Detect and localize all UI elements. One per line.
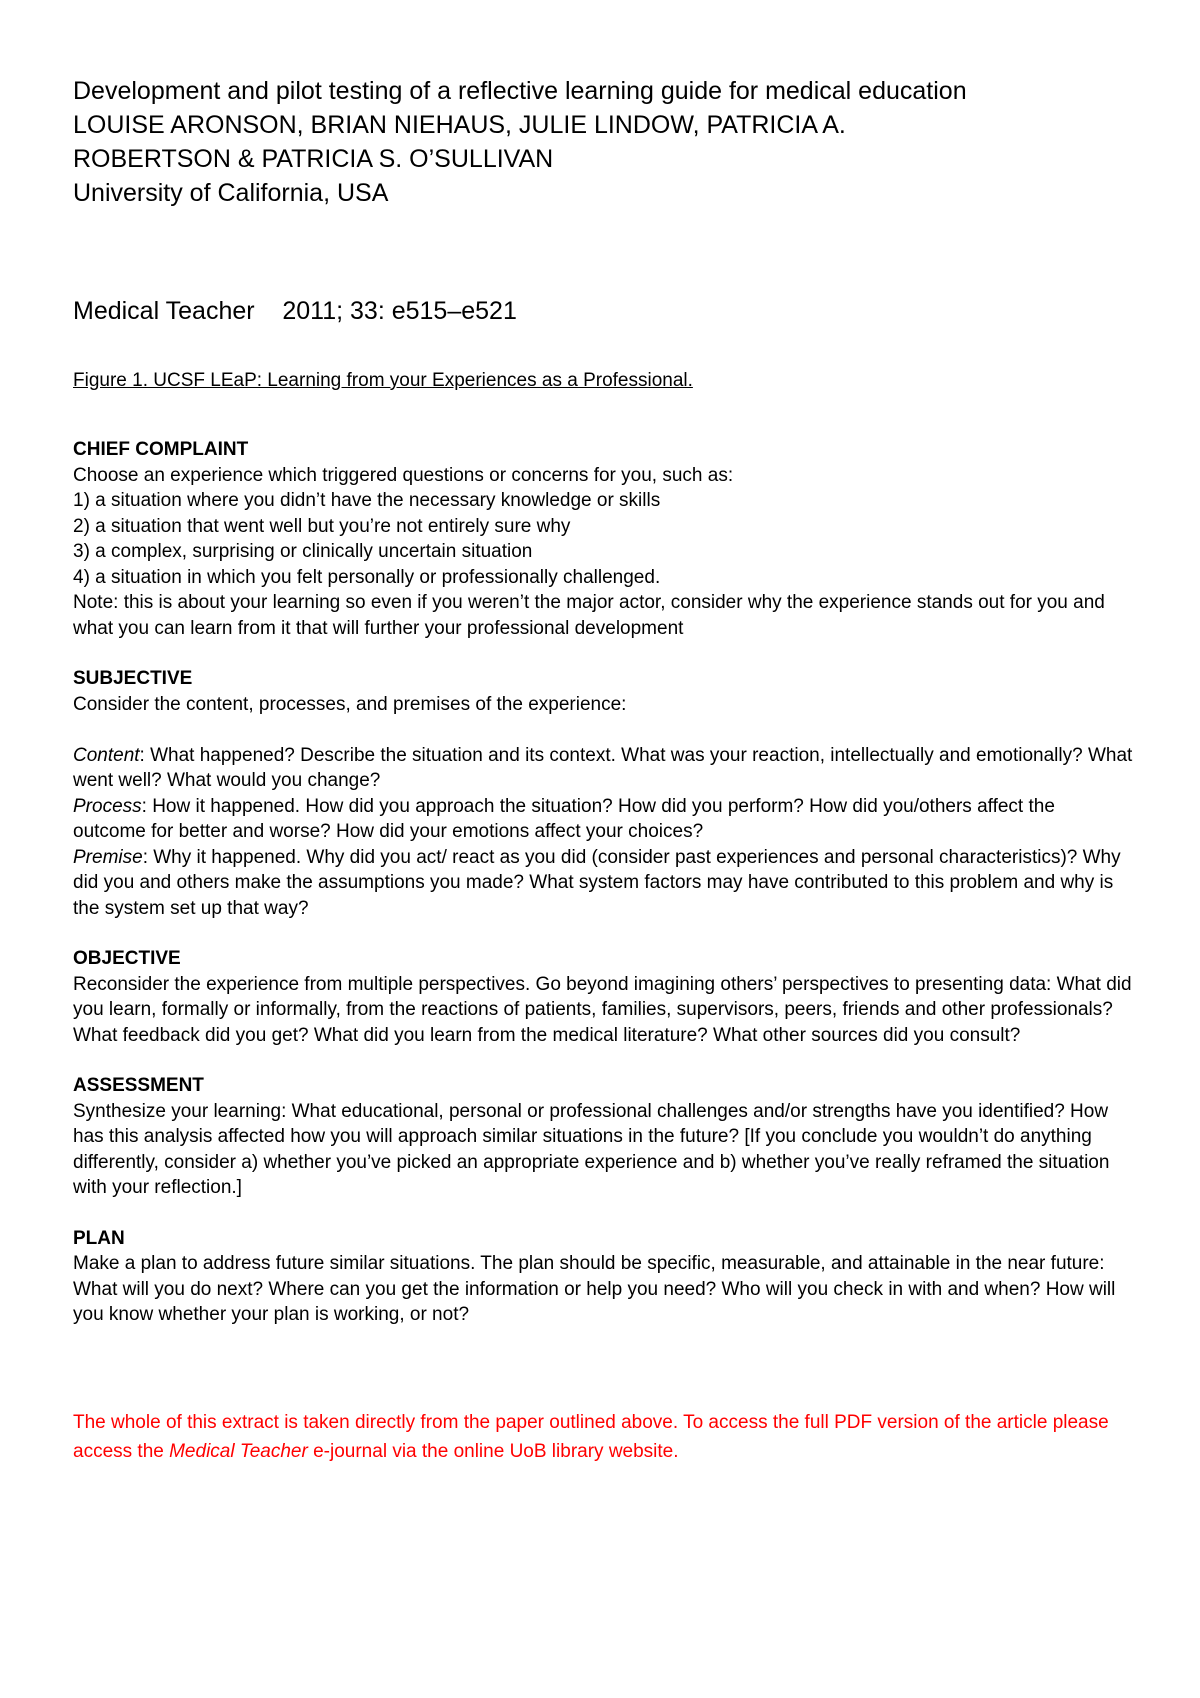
- figure-caption: Figure 1. UCSF LEaP: Learning from your Experiences as a Professional.: [73, 370, 693, 391]
- access-notice: [73, 1408, 1133, 1466]
- process-text: : How it happened. How did you approach the situation? How did you perform? How did you/others affect the outcome for better and worse? How did your emotions affect your choices?: [73, 795, 1055, 842]
- section-chief-complaint: [73, 437, 1133, 641]
- affiliation: University of California, USA: [73, 179, 389, 207]
- content-text: : What happened? Describe the situation and its context. What was your reaction, intellectually and emotionally? What went well? What would you change?: [73, 744, 1133, 791]
- section-text: Synthesize your learning: What educational, personal or professional challenges and/or strengths have you identified? How has this analysis affected how you will approach similar situations in the future? [If you conclude you wouldn’t do anything differently, consider a) whether you’ve picked an appropriate experience and b) whether you’ve really reframed the situation with your reflection.]: [73, 1100, 1110, 1198]
- section-plan: [73, 1226, 1133, 1328]
- section-heading: OBJECTIVE: [73, 948, 181, 969]
- section-note: Note: this is about your learning so even if you weren’t the major actor, consider why the experience stands out for you and what you can learn from it that will further your professional development: [73, 592, 1105, 639]
- document-page: [73, 74, 1133, 1466]
- article-title: Development and pilot testing of a reflective learning guide for medical education: [73, 77, 967, 105]
- journal-citation: Medical Teacher 2011; 33: e515–e521: [73, 297, 517, 325]
- section-intro: Consider the content, processes, and premises of the experience:: [73, 693, 627, 715]
- section-intro: Choose an experience which triggered questions or concerns for you, such as:: [73, 464, 734, 486]
- section-heading: SUBJECTIVE: [73, 668, 193, 689]
- reflection-guide: [73, 437, 1133, 1328]
- document-header: [73, 74, 1133, 210]
- notice-text-part-1: The whole of this extract is taken directly from the paper outlined above. To access the full PDF version of the article please access the: [73, 1411, 1109, 1462]
- section-text: Make a plan to address future similar situations. The plan should be specific, measurable, and attainable in the near future: What will you do next? Where can you get the information or help you need? Who will you check in with and when? How will you know whether your plan is working, or not?: [73, 1253, 1116, 1325]
- list-item: 2) a situation that went well but you’re not entirely sure why: [73, 515, 571, 537]
- subjective-content: [73, 743, 1133, 794]
- list-item: 3) a complex, surprising or clinically uncertain situation: [73, 541, 533, 562]
- journal-name: Medical Teacher: [169, 1440, 308, 1462]
- authors-line-1: LOUISE ARONSON, BRIAN NIEHAUS, JULIE LINDOW, PATRICIA A.: [73, 111, 846, 139]
- subjective-process: [73, 794, 1133, 845]
- subjective-premise: [73, 845, 1133, 922]
- premise-text: : Why it happened. Why did you act/ react as you did (consider past experiences and personal characteristics)? Why did you and others make the assumptions you made? What system factors may have contributed to this problem and why is the system set up that way?: [73, 846, 1121, 919]
- section-text: Reconsider the experience from multiple perspectives. Go beyond imagining others’ perspectives to presenting data: What did you learn, formally or informally, from the reactions of patients, families, supervisors, peers, friends and other professionals? What feedback did you get? What did you learn from the medical literature? What other sources did you consult?: [73, 973, 1132, 1046]
- blank-line: [73, 717, 1133, 743]
- authors-line-2: ROBERTSON & PATRICIA S. O’SULLIVAN: [73, 145, 554, 173]
- section-assessment: [73, 1073, 1133, 1201]
- premise-label: Premise: [73, 846, 143, 868]
- section-heading: PLAN: [73, 1227, 125, 1249]
- section-heading: ASSESSMENT: [73, 1075, 204, 1096]
- content-label: Content: [73, 744, 140, 766]
- section-subjective: [73, 666, 1133, 921]
- section-objective: [73, 946, 1133, 1048]
- section-heading: CHIEF COMPLAINT: [73, 439, 249, 460]
- list-item: 1) a situation where you didn’t have the necessary knowledge or skills: [73, 490, 661, 511]
- list-item: 4) a situation in which you felt personally or professionally challenged.: [73, 566, 661, 588]
- process-label: Process: [73, 795, 142, 817]
- notice-text-part-2: e-journal via the online UoB library website.: [307, 1440, 679, 1462]
